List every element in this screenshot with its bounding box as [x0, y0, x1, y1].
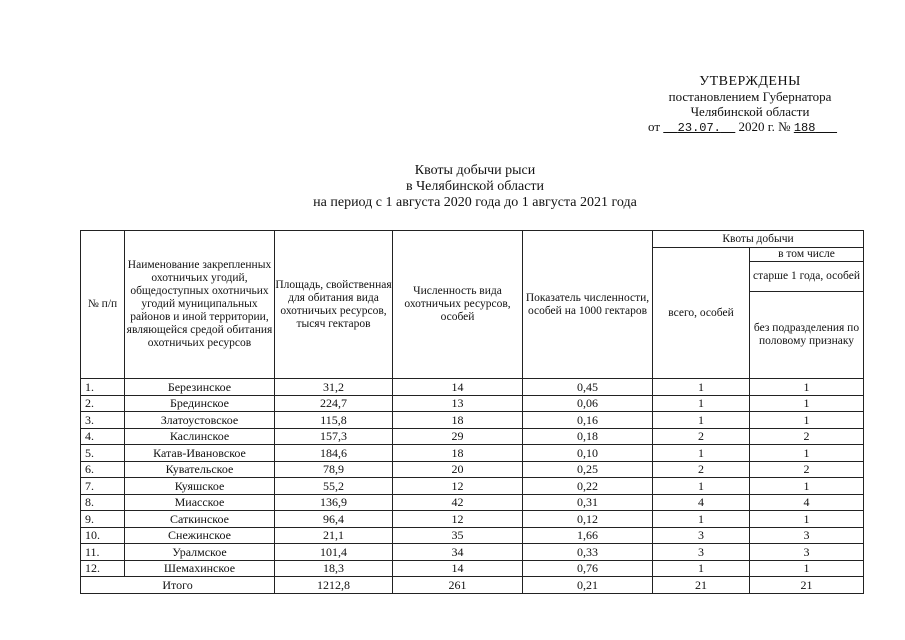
row-num: 9.	[81, 511, 125, 528]
row-name: Куяшское	[125, 478, 275, 495]
header-num: № п/п	[81, 231, 125, 379]
totals-population: 261	[393, 577, 523, 594]
row-density: 1,66	[523, 527, 653, 544]
row-area: 115,8	[275, 412, 393, 429]
row-name: Каслинское	[125, 428, 275, 445]
row-density: 0,22	[523, 478, 653, 495]
row-quota-total: 1	[653, 560, 750, 577]
row-name: Березинское	[125, 379, 275, 396]
approval-year: 2020 г. №	[738, 119, 791, 134]
row-num: 3.	[81, 412, 125, 429]
row-density: 0,45	[523, 379, 653, 396]
row-area: 18,3	[275, 560, 393, 577]
row-quota-total: 1	[653, 379, 750, 396]
row-population: 12	[393, 511, 523, 528]
totals-label: Итого	[81, 577, 275, 594]
table-row	[81, 395, 864, 412]
row-density: 0,76	[523, 560, 653, 577]
row-quota-nosex: 3	[750, 544, 864, 561]
row-population: 34	[393, 544, 523, 561]
row-num: 5.	[81, 445, 125, 462]
totals-quota: 21	[653, 577, 750, 594]
row-num: 11.	[81, 544, 125, 561]
row-area: 31,2	[275, 379, 393, 396]
table-row	[81, 412, 864, 429]
row-density: 0,06	[523, 395, 653, 412]
approval-region: Челябинской области	[690, 104, 810, 119]
quota-table	[80, 230, 864, 594]
approval-date: 23.07.	[677, 121, 721, 135]
table-row	[81, 478, 864, 495]
row-quota-nosex: 2	[750, 428, 864, 445]
title-line-2: в Челябинской области	[405, 179, 545, 194]
header-density: Показатель численности, особей на 1000 гектаров	[523, 231, 653, 379]
approval-date-line	[640, 119, 860, 136]
row-area: 224,7	[275, 395, 393, 412]
totals-density: 0,21	[523, 577, 653, 594]
row-quota-total: 3	[653, 527, 750, 544]
row-density: 0,10	[523, 445, 653, 462]
header-population: Численность вида охотничьих ресурсов, особей	[393, 231, 523, 379]
row-quota-nosex: 1	[750, 511, 864, 528]
approval-heading: УТВЕРЖДЕНЫ	[699, 74, 801, 89]
document-title	[250, 163, 700, 211]
table-row	[81, 511, 864, 528]
table-row	[81, 494, 864, 511]
totals-area: 1212,8	[275, 577, 393, 594]
row-density: 0,18	[523, 428, 653, 445]
row-quota-total: 1	[653, 395, 750, 412]
row-name: Миасское	[125, 494, 275, 511]
row-population: 12	[393, 478, 523, 495]
row-area: 157,3	[275, 428, 393, 445]
row-population: 29	[393, 428, 523, 445]
row-population: 35	[393, 527, 523, 544]
row-population: 14	[393, 560, 523, 577]
row-quota-total: 1	[653, 412, 750, 429]
table-body	[81, 379, 864, 594]
table-row	[81, 560, 864, 577]
table-row	[81, 445, 864, 462]
row-quota-total: 1	[653, 445, 750, 462]
row-quota-total: 1	[653, 511, 750, 528]
row-name: Катав-Ивановское	[125, 445, 275, 462]
table-row	[81, 379, 864, 396]
row-quota-nosex: 1	[750, 379, 864, 396]
row-population: 13	[393, 395, 523, 412]
row-density: 0,31	[523, 494, 653, 511]
row-quota-total: 2	[653, 428, 750, 445]
row-name: Снежинское	[125, 527, 275, 544]
header-area: Площадь, свойственная для обитания вида охотничьих ресурсов, тысяч гектаров	[275, 231, 393, 379]
row-name: Уралмское	[125, 544, 275, 561]
row-density: 0,25	[523, 461, 653, 478]
row-num: 10.	[81, 527, 125, 544]
row-density: 0,33	[523, 544, 653, 561]
row-name: Шемахинское	[125, 560, 275, 577]
row-num: 8.	[81, 494, 125, 511]
row-population: 14	[393, 379, 523, 396]
totals-row	[81, 577, 864, 594]
row-num: 2.	[81, 395, 125, 412]
row-name: Златоустовское	[125, 412, 275, 429]
row-area: 78,9	[275, 461, 393, 478]
row-population: 18	[393, 412, 523, 429]
title-line-1: Квоты добычи рыси	[414, 163, 536, 178]
row-name: Кувательское	[125, 461, 275, 478]
row-quota-nosex: 1	[750, 395, 864, 412]
row-quota-total: 2	[653, 461, 750, 478]
row-num: 7.	[81, 478, 125, 495]
row-quota-nosex: 1	[750, 560, 864, 577]
totals-nosex: 21	[750, 577, 864, 594]
table-header	[81, 231, 864, 379]
row-area: 101,4	[275, 544, 393, 561]
header-older: старше 1 года, особей	[750, 262, 864, 292]
approval-decree: постановлением Губернатора	[668, 89, 832, 104]
row-quota-total: 4	[653, 494, 750, 511]
row-num: 12.	[81, 560, 125, 577]
row-density: 0,16	[523, 412, 653, 429]
row-quota-nosex: 1	[750, 445, 864, 462]
header-total: всего, особей	[653, 248, 750, 379]
approval-block	[640, 74, 860, 136]
row-area: 21,1	[275, 527, 393, 544]
row-num: 4.	[81, 428, 125, 445]
header-quota-group: Квоты добычи	[653, 231, 864, 248]
row-quota-total: 1	[653, 478, 750, 495]
table-row	[81, 527, 864, 544]
row-quota-nosex: 3	[750, 527, 864, 544]
row-area: 184,6	[275, 445, 393, 462]
date-prefix: от	[648, 119, 661, 134]
row-quota-nosex: 4	[750, 494, 864, 511]
row-quota-nosex: 2	[750, 461, 864, 478]
row-area: 96,4	[275, 511, 393, 528]
row-num: 6.	[81, 461, 125, 478]
title-line-3: на период с 1 августа 2020 года до 1 августа 2021 года	[313, 195, 637, 210]
row-name: Брединское	[125, 395, 275, 412]
header-name: Наименование закрепленных охотничьих угодий, общедоступных охотничьих угодий муниципальных районов и иной территории, являющейся средой обитания охотничьих ресурсов	[125, 231, 275, 379]
row-quota-nosex: 1	[750, 412, 864, 429]
row-area: 136,9	[275, 494, 393, 511]
table-row	[81, 544, 864, 561]
table-row	[81, 461, 864, 478]
table-row	[81, 428, 864, 445]
row-population: 18	[393, 445, 523, 462]
row-population: 20	[393, 461, 523, 478]
row-num: 1.	[81, 379, 125, 396]
row-quota-total: 3	[653, 544, 750, 561]
approval-number: 188	[793, 121, 816, 135]
header-nosex: без подразделения по половому признаку	[750, 292, 864, 379]
row-density: 0,12	[523, 511, 653, 528]
row-quota-nosex: 1	[750, 478, 864, 495]
row-population: 42	[393, 494, 523, 511]
row-name: Саткинское	[125, 511, 275, 528]
row-area: 55,2	[275, 478, 393, 495]
header-including: в том числе	[750, 248, 864, 262]
